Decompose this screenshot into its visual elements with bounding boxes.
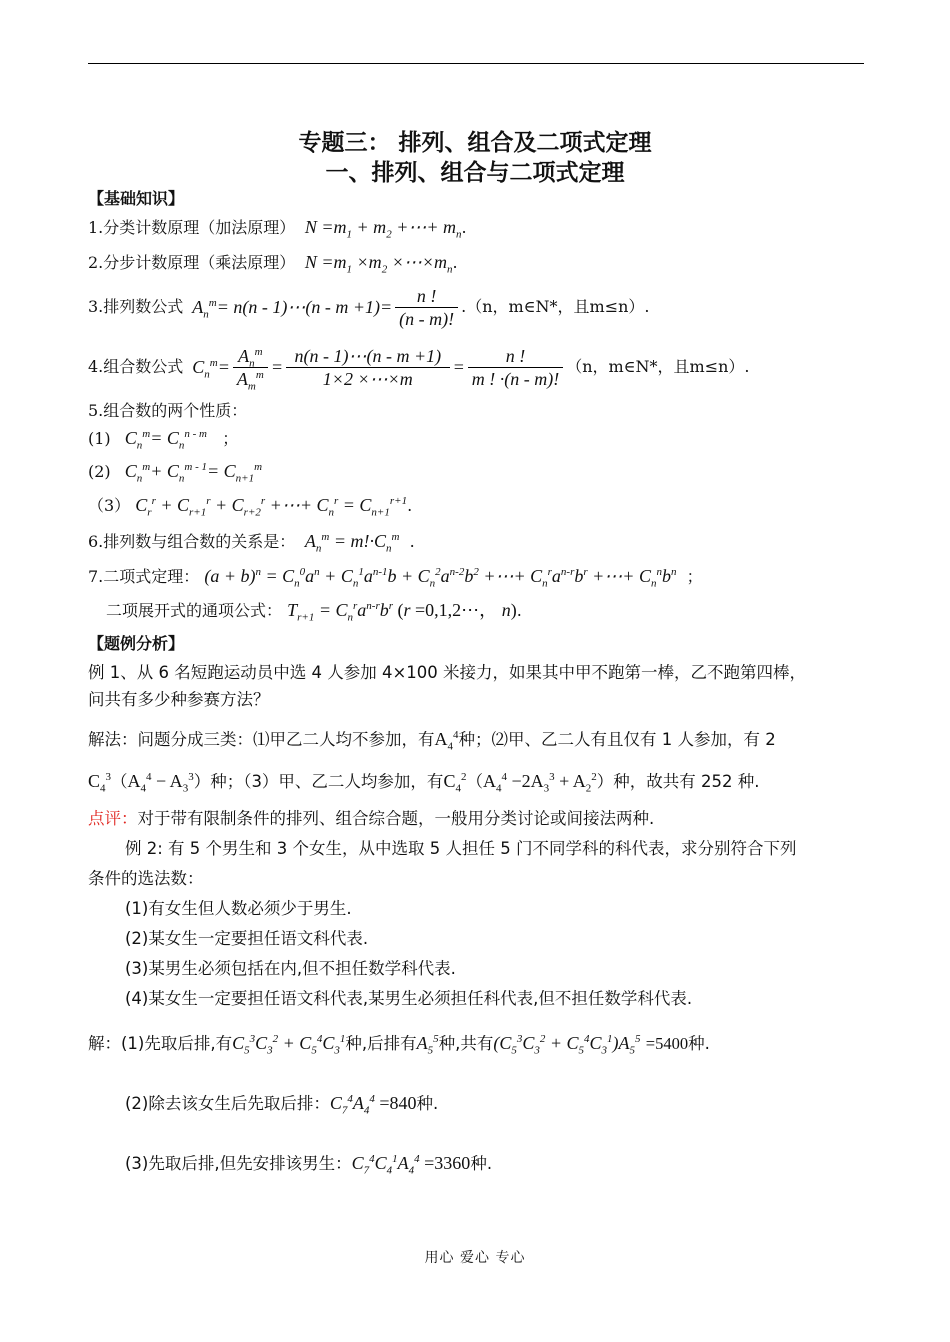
formula-multiplication-principle: 2.分步计数原理（乘法原理） $N =m_1 \times m_2$ $\times\cdots\times m_n$. (88, 252, 458, 276)
example2-question-line2: 条件的选法数： (88, 869, 204, 888)
formula: $(a + b)^n = C_n^0a^n + C_n^1a^{n-1}b + C_n^2a^{n-2}b^2$ +⋯+ $C_n^ra^{n-r}b^r$ +⋯+ $C_n^nb^n$ (204, 566, 677, 590)
formula-fraction: $\frac{n(n - 1)\cdots(n - m +1)}{1\times 2 \times\cdots\times m}$ (286, 345, 450, 390)
combination-properties-label: 5.组合数的两个性质： (88, 401, 248, 420)
comment-label: 点评： (88, 809, 138, 828)
page-subtitle: 一、排列、组合与二项式定理 (325, 160, 625, 186)
formula: $C_n^m=$ (183, 357, 230, 381)
formula-fraction: $\frac{A_n^m}{A_m^m}$ (233, 345, 268, 390)
example2-condition-2: (2)某女生一定要担任语文科代表. (125, 929, 369, 948)
property-1: (1) $C_n^m= C_n^{n - m}$ ； (88, 428, 239, 452)
example2-condition-1: (1)有女生但人数必须少于男生. (125, 899, 352, 918)
property-3: （3） $C_r^r + C_{r+1}^r + C_{r+2}^r$ +⋯+ $C_n^r = C_{n+1}^{r+1}$. (88, 495, 413, 519)
example2-solution-3: (3)先取后排,但先安排该男生：$C_7^4C_4^1A_4^4 =3360$种. (125, 1153, 493, 1177)
page-title: 专题三： 排列、组合及二项式定理 (298, 130, 652, 156)
formula-permutation: 3.排列数公式 $A_n^m= n(n$ - 1)⋯(n - m +1)= $\frac{n !}{(n - m)!}$ .（n，m∈N*，且m≤n）. (88, 285, 650, 329)
formula: $C_r^r + C_{r+1}^r + C_{r+2}^r$ +⋯+ $C_n^r = C_{n+1}^{r+1}$ (135, 495, 408, 519)
example1-question-line2: 问共有多少种参赛方法？ (88, 690, 270, 709)
formula: $T_{r+1} = C_n^ra^{n-r}b^r$ (r =0,1,2⋯， n) (287, 600, 517, 624)
example1-question-line1: 例 1、从 6 名短跑运动员中选 4 人参加 4×100 米接力，如果其中甲不跑第一棒，乙不跑第四棒， (88, 663, 807, 682)
binomial-theorem: 7.二项式定理： $(a + b)^n = C_n^0a^n + C_n^1a^{n-1}b + C_n^2a^{n-2}b^2$ +⋯+ $C_n^ra^{n-r}b^r$ +⋯+ $C_n^nb^n$ ； (88, 566, 703, 590)
formula: $C_n^m+ C_n^{m - 1}= C_{n+1}^m$ (115, 461, 263, 485)
example2-condition-3: (3)某男生必须包括在内,但不担任数学科代表. (125, 959, 456, 978)
section-basics: 【基础知识】 (88, 189, 185, 208)
property-2: (2) $C_n^m+ C_n^{m - 1}= C_{n+1}^m$ (88, 461, 263, 485)
formula: $N =m_1 \times m_2$ $\times\cdots\times m_n$ (300, 252, 453, 276)
example2-solution-2: (2)除去该女生后先取后排：$C_7^4A_4^4 =840$种. (125, 1093, 439, 1117)
formula: $C_n^m= C_n^{n - m}$ (115, 428, 207, 452)
example1-solution-line2: $C_4^3(A_4^4 - A_3^3)$种；（3）甲、乙二人均参加，有$C_4^2(A_4^4 -2A_3^3 + A_2^2)$种，故共有 252 种. (88, 771, 760, 795)
example1-solution-line1: 解法：问题分成三类：⑴甲乙二人均不参加，有$A_4^4$种；⑵甲、乙二人有且仅有 1 人参加，有 2 (88, 729, 776, 753)
formula: $A_n^m= n(n$ - 1)⋯(n - m +1)= (183, 297, 393, 321)
example2-condition-4: (4)某女生一定要担任语文科代表,某男生必须担任科代表,但不担任数学科代表. (125, 989, 693, 1008)
formula: $A_n^m = m!\cdot C_n^m$ (300, 531, 400, 555)
page-footer: 用心 爱心 专心 (424, 1250, 526, 1266)
header-rule (88, 63, 864, 64)
example1-comment: 点评：对于带有限制条件的排列、组合综合题，一般用分类讨论或间接法两种. (88, 809, 655, 828)
formula-combination: 4.组合数公式 $C_n^m=$ $\frac{A_n^m}{A_m^m}$ = $\frac{n(n - 1)\cdots(n - m +1)}{1\times 2 \times\cdots\times m}$ = $\frac{n !}{m ! \cdot(n - m)!}$ （n，m∈N*，且m≤n）. (88, 345, 750, 393)
formula: $N =m_1 + m_2$ +⋯+ $m_n$ (300, 217, 462, 241)
example2-solution-1: 解：(1)先取后排,有$C_5^3C_3^2 + C_5^4C_3^1$种,后排有$A_5^5$种,共有$(C_5^3C_3^2 + C_5^4C_3^1)A_5^5 =5400$种. (88, 1033, 710, 1057)
formula-fraction: $\frac{n !}{m ! \cdot(n - m)!}$ (468, 345, 563, 390)
section-examples: 【题例分析】 (88, 634, 185, 653)
formula-addition-principle: 1.分类计数原理（加法原理） $N =m_1 + m_2$ +⋯+ $m_n$. (88, 217, 467, 241)
perm-comb-relation: 6.排列数与组合数的关系是： $A_n^m = m!\cdot C_n^m$ . (88, 531, 415, 555)
formula-fraction: $\frac{n !}{(n - m)!}$ (395, 285, 458, 330)
general-term: 二项展开式的通项公式： $T_{r+1} = C_n^ra^{n-r}b^r$ (r =0,1,2⋯， n). (106, 600, 522, 624)
example2-question-line1: 例 2: 有 5 个男生和 3 个女生，从中选取 5 人担任 5 门不同学科的科代表，求分别符合下列 (125, 839, 797, 858)
